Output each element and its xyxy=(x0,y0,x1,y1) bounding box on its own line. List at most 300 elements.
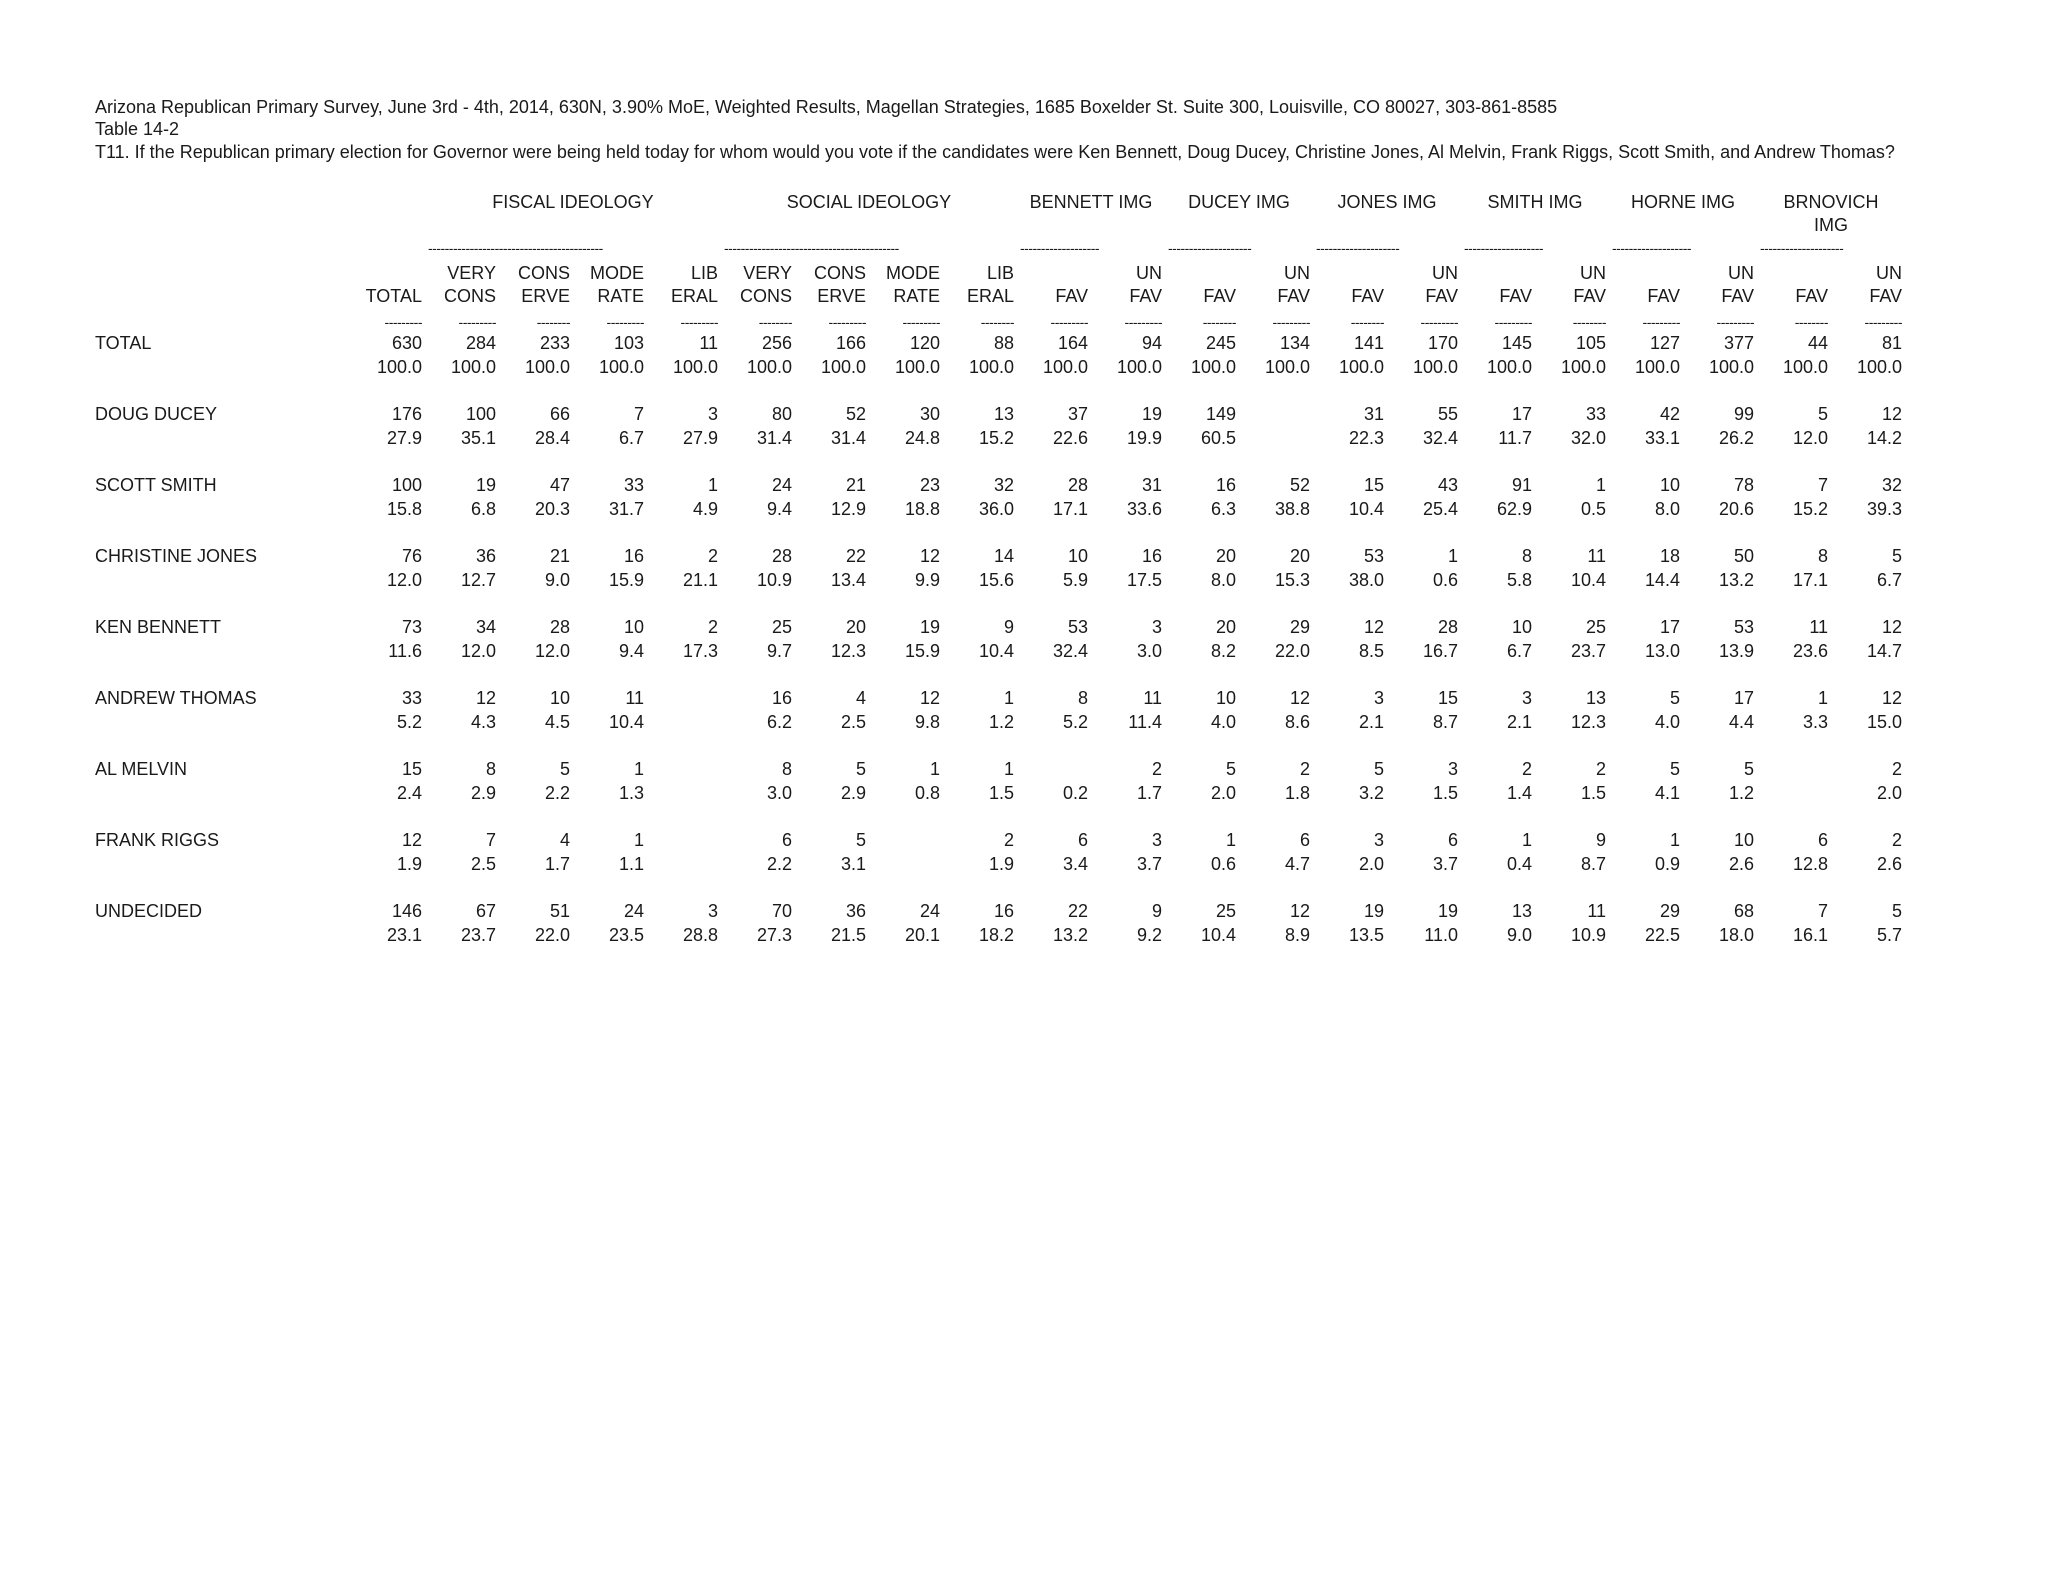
column-underline: --------- xyxy=(1420,315,1458,329)
cell-percent: 20.1 xyxy=(904,925,940,945)
cell-percent: 6.7 xyxy=(618,428,644,448)
cell-count: 146 xyxy=(391,901,422,921)
cell-count: 8 xyxy=(485,759,496,779)
cell-count: 11 xyxy=(625,688,644,708)
cell-count: 2 xyxy=(1891,759,1902,779)
cell-count: 19 xyxy=(1437,901,1458,921)
cell-count: 3 xyxy=(707,901,718,921)
cell-percent: 24.8 xyxy=(904,428,940,448)
column-header-line2: ERAL xyxy=(966,286,1014,306)
cell-percent: 31.7 xyxy=(608,499,644,519)
cell-count: 3 xyxy=(1373,688,1384,708)
column-underline: --------- xyxy=(1642,315,1680,329)
cell-count: 42 xyxy=(1659,404,1680,424)
group-header: JONES IMG xyxy=(1337,192,1437,212)
cell-count: 31 xyxy=(1141,475,1162,495)
cell-percent: 6.7 xyxy=(1506,641,1532,661)
cell-count: 2 xyxy=(1595,759,1606,779)
cell-count: 1 xyxy=(929,759,940,779)
cell-percent: 1.9 xyxy=(988,854,1014,874)
cell-count: 28 xyxy=(549,617,570,637)
cell-percent: 3.0 xyxy=(766,783,792,803)
cell-count: 20 xyxy=(845,617,866,637)
cell-count: 12 xyxy=(475,688,496,708)
column-header-line2: ERVE xyxy=(817,286,866,306)
cell-count: 284 xyxy=(465,333,496,353)
cell-percent: 0.9 xyxy=(1654,854,1680,874)
cell-count: 10 xyxy=(1067,546,1088,566)
cell-count: 164 xyxy=(1057,333,1088,353)
cell-count: 13 xyxy=(1511,901,1532,921)
cell-count: 32 xyxy=(1881,475,1902,495)
cell-percent: 1.9 xyxy=(396,854,422,874)
cell-count: 99 xyxy=(1733,404,1754,424)
cell-count: 11 xyxy=(1587,901,1606,921)
cell-percent: 32.4 xyxy=(1052,641,1088,661)
cell-count: 47 xyxy=(549,475,570,495)
cell-percent: 21.1 xyxy=(682,570,718,590)
cell-count: 33 xyxy=(401,688,422,708)
cell-percent: 35.1 xyxy=(460,428,496,448)
cell-count: 9 xyxy=(1003,617,1014,637)
cell-count: 10 xyxy=(1733,830,1754,850)
cell-count: 52 xyxy=(1289,475,1310,495)
column-underline: -------- xyxy=(1794,315,1828,329)
cell-percent: 2.0 xyxy=(1876,783,1902,803)
cell-percent: 9.7 xyxy=(766,641,792,661)
column-header-line1: VERY xyxy=(743,263,792,283)
cell-count: 21 xyxy=(549,546,570,566)
cell-count: 100 xyxy=(465,404,496,424)
column-header-line1: UN xyxy=(1580,263,1606,283)
cell-count: 31 xyxy=(1363,404,1384,424)
column-header-line1: VERY xyxy=(447,263,496,283)
column-underline: --------- xyxy=(1716,315,1754,329)
cell-count: 12 xyxy=(1289,901,1310,921)
cell-percent: 8.6 xyxy=(1284,712,1310,732)
cell-count: 37 xyxy=(1067,404,1088,424)
cell-percent: 15.2 xyxy=(1792,499,1828,519)
cell-count: 22 xyxy=(1067,901,1088,921)
cell-percent: 22.0 xyxy=(1274,641,1310,661)
column-header-line2: RATE xyxy=(893,286,940,306)
cell-count: 1 xyxy=(1003,759,1014,779)
cell-count: 20 xyxy=(1289,546,1310,566)
cell-count: 1 xyxy=(1817,688,1828,708)
cell-count: 5 xyxy=(1669,759,1680,779)
cell-count: 51 xyxy=(549,901,570,921)
cell-percent: 6.3 xyxy=(1210,499,1236,519)
cell-percent: 0.6 xyxy=(1210,854,1236,874)
group-underline: ------------------------------------------ xyxy=(724,241,899,255)
cell-percent: 100.0 xyxy=(450,357,496,377)
cell-percent: 20.3 xyxy=(534,499,570,519)
cell-count: 53 xyxy=(1733,617,1754,637)
cell-percent: 1.4 xyxy=(1506,783,1532,803)
cell-count: 4 xyxy=(559,830,570,850)
cell-count: 120 xyxy=(909,333,940,353)
cell-count: 12 xyxy=(1881,688,1902,708)
cell-percent: 2.2 xyxy=(544,783,570,803)
cell-count: 24 xyxy=(919,901,940,921)
cell-count: 19 xyxy=(1363,901,1384,921)
cell-count: 5 xyxy=(855,830,866,850)
cell-count: 17 xyxy=(1733,688,1754,708)
cell-count: 19 xyxy=(1141,404,1162,424)
cell-percent: 3.7 xyxy=(1136,854,1162,874)
cell-percent: 9.8 xyxy=(914,712,940,732)
cell-count: 53 xyxy=(1067,617,1088,637)
column-underline: --------- xyxy=(458,315,496,329)
cell-percent: 100.0 xyxy=(746,357,792,377)
cell-count: 105 xyxy=(1575,333,1606,353)
cell-percent: 10.9 xyxy=(756,570,792,590)
column-underline: --------- xyxy=(606,315,644,329)
cell-percent: 100.0 xyxy=(1338,357,1384,377)
cell-percent: 22.6 xyxy=(1052,428,1088,448)
cell-percent: 4.7 xyxy=(1284,854,1310,874)
cell-count: 1 xyxy=(1595,475,1606,495)
survey-title: Arizona Republican Primary Survey, June 3rd - 4th, 2014, 630N, 3.90% MoE, Weighted Results, Magellan Strategies, 1685 Boxelder St. Suite 300, Louisville, CO 80027, 303-861-8585 xyxy=(95,97,1558,117)
group-header: FISCAL IDEOLOGY xyxy=(492,192,654,212)
column-header-line2: FAV xyxy=(1129,286,1162,306)
cell-percent: 28.8 xyxy=(682,925,718,945)
column-header-line2: FAV xyxy=(1795,286,1828,306)
cell-count: 21 xyxy=(845,475,866,495)
group-underline: ------------------- xyxy=(1020,241,1100,255)
cell-percent: 26.2 xyxy=(1718,428,1754,448)
cell-count: 1 xyxy=(1447,546,1458,566)
column-underline: --------- xyxy=(902,315,940,329)
cell-count: 8 xyxy=(781,759,792,779)
cell-percent: 27.3 xyxy=(756,925,792,945)
group-underline: ------------------- xyxy=(1612,241,1692,255)
cell-percent: 2.5 xyxy=(840,712,866,732)
cell-count: 11 xyxy=(1809,617,1828,637)
column-underline: -------- xyxy=(1350,315,1384,329)
cell-percent: 8.0 xyxy=(1654,499,1680,519)
cell-percent: 23.7 xyxy=(460,925,496,945)
cell-percent: 100.0 xyxy=(1856,357,1902,377)
cell-percent: 5.8 xyxy=(1506,570,1532,590)
cell-count: 1 xyxy=(633,759,644,779)
cell-percent: 1.2 xyxy=(988,712,1014,732)
cell-count: 1 xyxy=(1521,830,1532,850)
cell-count: 5 xyxy=(1891,901,1902,921)
column-header-line1: CONS xyxy=(813,263,866,283)
cell-percent: 5.2 xyxy=(1062,712,1088,732)
cell-count: 50 xyxy=(1733,546,1754,566)
cell-count: 73 xyxy=(401,617,422,637)
cell-count: 2 xyxy=(1003,830,1014,850)
column-header-line1: MODE xyxy=(886,263,940,283)
cell-percent: 100.0 xyxy=(968,357,1014,377)
cell-percent: 19.9 xyxy=(1126,428,1162,448)
column-header-line2: FAV xyxy=(1351,286,1384,306)
cell-percent: 10.9 xyxy=(1570,925,1606,945)
cell-count: 22 xyxy=(845,546,866,566)
cell-percent: 10.4 xyxy=(1570,570,1606,590)
cell-percent: 12.0 xyxy=(460,641,496,661)
cell-percent: 11.6 xyxy=(388,641,422,661)
cell-count: 3 xyxy=(1373,830,1384,850)
cell-percent: 0.4 xyxy=(1506,854,1532,874)
cell-count: 17 xyxy=(1511,404,1532,424)
cell-percent: 100.0 xyxy=(672,357,718,377)
cell-count: 1 xyxy=(1225,830,1236,850)
cell-percent: 12.3 xyxy=(830,641,866,661)
cell-percent: 39.3 xyxy=(1866,499,1902,519)
cell-percent: 10.4 xyxy=(1200,925,1236,945)
column-header-line2: FAV xyxy=(1573,286,1606,306)
cell-count: 149 xyxy=(1205,404,1236,424)
cell-percent: 31.4 xyxy=(756,428,792,448)
column-underline: --------- xyxy=(1124,315,1162,329)
cell-count: 44 xyxy=(1807,333,1828,353)
cell-count: 134 xyxy=(1279,333,1310,353)
cell-percent: 17.3 xyxy=(682,641,718,661)
cell-percent: 100.0 xyxy=(1042,357,1088,377)
cell-percent: 3.4 xyxy=(1062,854,1088,874)
cell-count: 7 xyxy=(1817,475,1828,495)
column-underline: --------- xyxy=(828,315,866,329)
cell-percent: 4.0 xyxy=(1210,712,1236,732)
cell-count: 13 xyxy=(1585,688,1606,708)
cell-percent: 9.4 xyxy=(618,641,644,661)
cell-percent: 13.0 xyxy=(1644,641,1680,661)
column-underline: -------- xyxy=(980,315,1014,329)
cell-count: 1 xyxy=(1669,830,1680,850)
cell-percent: 14.7 xyxy=(1866,641,1902,661)
cell-percent: 25.4 xyxy=(1422,499,1458,519)
cell-count: 88 xyxy=(993,333,1014,353)
cell-percent: 12.0 xyxy=(1792,428,1828,448)
cell-count: 81 xyxy=(1881,333,1902,353)
cell-percent: 3.2 xyxy=(1358,783,1384,803)
cell-percent: 9.4 xyxy=(766,499,792,519)
cell-percent: 1.5 xyxy=(1432,783,1458,803)
column-underline: -------- xyxy=(536,315,570,329)
cell-count: 2 xyxy=(707,617,718,637)
cell-count: 127 xyxy=(1649,333,1680,353)
cell-count: 67 xyxy=(475,901,496,921)
cell-count: 18 xyxy=(1659,546,1680,566)
column-underline: -------- xyxy=(1202,315,1236,329)
group-underline: ------------------- xyxy=(1464,241,1544,255)
cell-count: 3 xyxy=(1521,688,1532,708)
cell-percent: 100.0 xyxy=(1264,357,1310,377)
cell-percent: 22.3 xyxy=(1348,428,1384,448)
cell-count: 33 xyxy=(1585,404,1606,424)
cell-count: 9 xyxy=(1595,830,1606,850)
cell-percent: 23.1 xyxy=(386,925,422,945)
cell-percent: 2.9 xyxy=(470,783,496,803)
cell-count: 2 xyxy=(1521,759,1532,779)
cell-percent: 0.5 xyxy=(1580,499,1606,519)
cell-count: 91 xyxy=(1511,475,1532,495)
cell-count: 103 xyxy=(613,333,644,353)
group-underline: -------------------- xyxy=(1168,241,1252,255)
cell-count: 76 xyxy=(401,546,422,566)
cell-count: 5 xyxy=(1669,688,1680,708)
cell-percent: 17.1 xyxy=(1792,570,1828,590)
cell-percent: 62.9 xyxy=(1496,499,1532,519)
cell-percent: 14.4 xyxy=(1644,570,1680,590)
cell-percent: 8.5 xyxy=(1358,641,1384,661)
column-header-line2: FAV xyxy=(1055,286,1088,306)
cell-percent: 100.0 xyxy=(820,357,866,377)
table-id: Table 14-2 xyxy=(95,119,180,139)
cell-count: 12 xyxy=(1881,617,1902,637)
column-header-line2: FAV xyxy=(1499,286,1532,306)
cell-percent: 4.0 xyxy=(1654,712,1680,732)
cell-count: 1 xyxy=(633,830,644,850)
column-header-line2: CONS xyxy=(739,286,792,306)
cell-percent: 31.4 xyxy=(830,428,866,448)
cell-percent: 12.7 xyxy=(460,570,496,590)
column-header-line2: FAV xyxy=(1869,286,1902,306)
cell-percent: 9.2 xyxy=(1136,925,1162,945)
cell-count: 166 xyxy=(835,333,866,353)
cell-percent: 60.5 xyxy=(1200,428,1236,448)
cell-count: 3 xyxy=(1151,617,1162,637)
cell-count: 55 xyxy=(1437,404,1458,424)
cell-count: 2 xyxy=(1891,830,1902,850)
cell-percent: 9.0 xyxy=(544,570,570,590)
cell-percent: 8.9 xyxy=(1284,925,1310,945)
cell-percent: 100.0 xyxy=(894,357,940,377)
group-underline: -------------------- xyxy=(1760,241,1844,255)
cell-percent: 100.0 xyxy=(1190,357,1236,377)
cell-count: 29 xyxy=(1659,901,1680,921)
cell-percent: 23.6 xyxy=(1792,641,1828,661)
cell-count: 256 xyxy=(761,333,792,353)
cell-percent: 2.5 xyxy=(470,854,496,874)
row-label: FRANK RIGGS xyxy=(95,830,220,850)
cell-count: 170 xyxy=(1427,333,1458,353)
cell-count: 16 xyxy=(623,546,644,566)
cell-count: 5 xyxy=(1225,759,1236,779)
column-header-line2: RATE xyxy=(597,286,644,306)
cell-percent: 12.0 xyxy=(386,570,422,590)
group-header: DUCEY IMG xyxy=(1188,192,1290,212)
cell-percent: 15.9 xyxy=(904,641,940,661)
group-underline: ------------------------------------------ xyxy=(428,241,603,255)
cell-percent: 16.7 xyxy=(1422,641,1458,661)
row-label: KEN BENNETT xyxy=(95,617,222,637)
cell-percent: 13.2 xyxy=(1052,925,1088,945)
cell-percent: 22.5 xyxy=(1644,925,1680,945)
row-label: TOTAL xyxy=(95,333,152,353)
cell-percent: 100.0 xyxy=(1116,357,1162,377)
cell-percent: 2.1 xyxy=(1506,712,1532,732)
cell-percent: 20.6 xyxy=(1718,499,1754,519)
cell-percent: 1.3 xyxy=(618,783,644,803)
cell-percent: 100.0 xyxy=(1560,357,1606,377)
cell-count: 19 xyxy=(475,475,496,495)
cell-percent: 27.9 xyxy=(682,428,718,448)
cell-count: 6 xyxy=(1817,830,1828,850)
column-underline: --------- xyxy=(1864,315,1902,329)
cell-percent: 100.0 xyxy=(1708,357,1754,377)
cell-count: 10 xyxy=(1215,688,1236,708)
cell-count: 19 xyxy=(919,617,940,637)
cell-percent: 5.9 xyxy=(1062,570,1088,590)
cell-count: 5 xyxy=(1817,404,1828,424)
question-text: T11. If the Republican primary election for Governor were being held today for whom would you vote if the candidates were Ken Bennett, Doug Ducey, Christine Jones, Al Melvin, Frank Riggs, Scott Smith, and Andrew Thomas? xyxy=(95,142,1895,162)
cell-count: 70 xyxy=(771,901,792,921)
group-header: SOCIAL IDEOLOGY xyxy=(786,192,952,212)
cell-percent: 2.6 xyxy=(1728,854,1754,874)
cell-count: 5 xyxy=(855,759,866,779)
cell-count: 13 xyxy=(993,404,1014,424)
cell-percent: 32.0 xyxy=(1570,428,1606,448)
cell-count: 30 xyxy=(919,404,940,424)
cell-percent: 18.8 xyxy=(904,499,940,519)
cell-percent: 10.4 xyxy=(978,641,1014,661)
column-header-line2: TOTAL xyxy=(365,286,422,306)
column-header-line2: CONS xyxy=(443,286,496,306)
cell-count: 32 xyxy=(993,475,1014,495)
cell-count: 10 xyxy=(549,688,570,708)
column-header-line1: UN xyxy=(1432,263,1458,283)
cell-count: 78 xyxy=(1733,475,1754,495)
cell-percent: 33.1 xyxy=(1644,428,1680,448)
cell-percent: 2.1 xyxy=(1358,712,1384,732)
row-label: UNDECIDED xyxy=(95,901,203,921)
cell-count: 141 xyxy=(1353,333,1384,353)
cell-count: 7 xyxy=(485,830,496,850)
row-label: AL MELVIN xyxy=(95,759,188,779)
cell-count: 24 xyxy=(771,475,792,495)
cell-count: 12 xyxy=(1881,404,1902,424)
cell-count: 12 xyxy=(1363,617,1384,637)
cell-percent: 15.3 xyxy=(1274,570,1310,590)
cell-count: 12 xyxy=(401,830,422,850)
cell-count: 8 xyxy=(1077,688,1088,708)
cell-percent: 2.0 xyxy=(1210,783,1236,803)
cell-percent: 10.4 xyxy=(1348,499,1384,519)
column-underline: --------- xyxy=(1494,315,1532,329)
cell-percent: 15.2 xyxy=(978,428,1014,448)
cell-count: 2 xyxy=(1151,759,1162,779)
column-header-line1: UN xyxy=(1728,263,1754,283)
cell-count: 10 xyxy=(623,617,644,637)
cell-count: 11 xyxy=(1587,546,1606,566)
column-header-line1: UN xyxy=(1876,263,1902,283)
cell-count: 29 xyxy=(1289,617,1310,637)
cell-percent: 100.0 xyxy=(1782,357,1828,377)
cell-count: 6 xyxy=(781,830,792,850)
column-underline: --------- xyxy=(680,315,718,329)
cell-percent: 1.5 xyxy=(1580,783,1606,803)
cell-count: 12 xyxy=(919,688,940,708)
column-header-line2: FAV xyxy=(1277,286,1310,306)
row-label: ANDREW THOMAS xyxy=(95,688,257,708)
column-header-line1: LIB xyxy=(690,263,718,283)
cell-percent: 6.7 xyxy=(1876,570,1902,590)
cell-percent: 15.8 xyxy=(386,499,422,519)
cell-count: 11 xyxy=(1143,688,1162,708)
cell-percent: 12.9 xyxy=(830,499,866,519)
cell-count: 43 xyxy=(1437,475,1458,495)
cell-percent: 1.1 xyxy=(618,854,644,874)
cell-percent: 38.0 xyxy=(1348,570,1384,590)
cell-count: 8 xyxy=(1521,546,1532,566)
cell-count: 17 xyxy=(1659,617,1680,637)
cell-percent: 6.2 xyxy=(766,712,792,732)
cell-percent: 18.0 xyxy=(1718,925,1754,945)
